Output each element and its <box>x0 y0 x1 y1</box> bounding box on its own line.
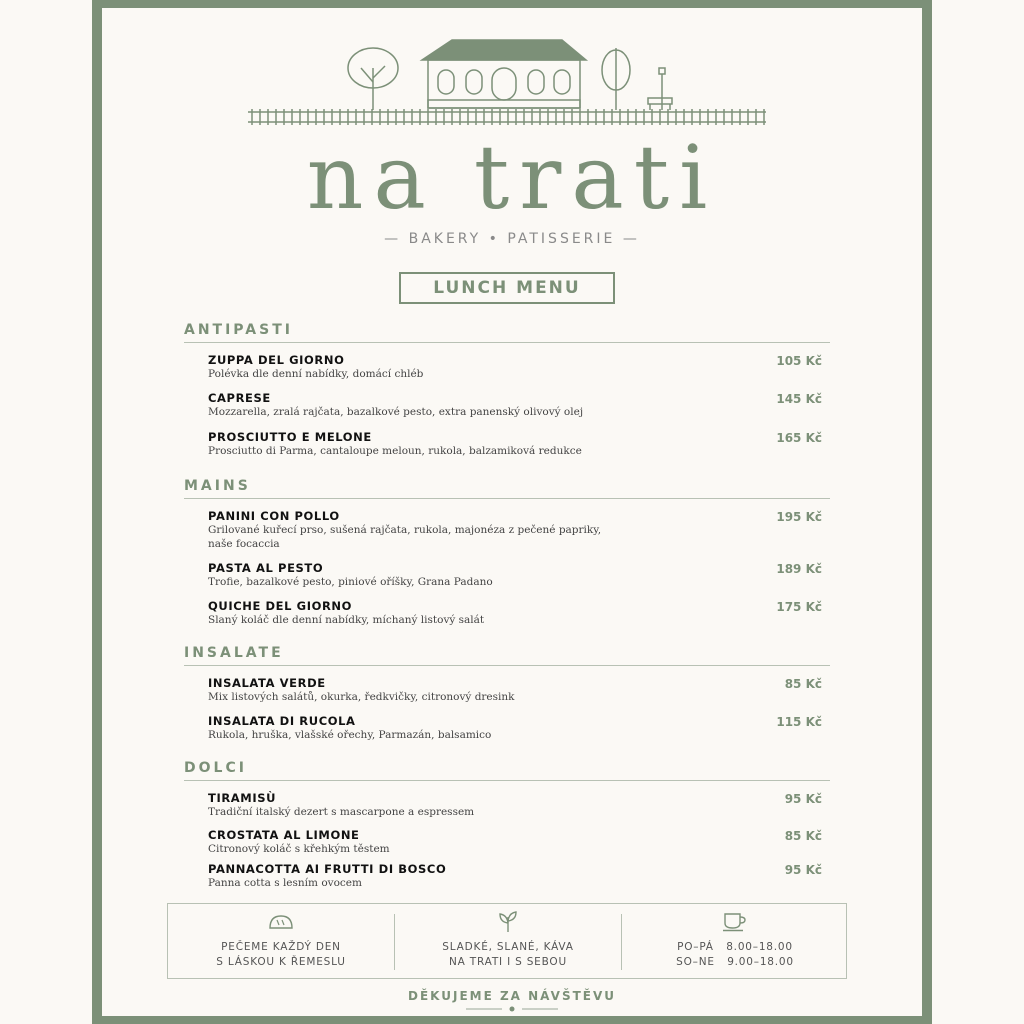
menu-item-price: 189 Kč <box>776 562 822 576</box>
menu-item-description: Prosciutto di Parma, cantaloupe meloun, rukola, balzamiková redukce <box>208 445 582 457</box>
menu-item-name: CROSTATA AL LIMONE <box>208 828 360 842</box>
station-building-illustration <box>246 38 768 130</box>
section-divider <box>184 342 830 343</box>
menu-item-price: 115 Kč <box>776 715 822 729</box>
menu-item-description: Mozzarella, zralá rajčata, bazalkové pesto, extra panenský olivový olej <box>208 406 584 418</box>
section-divider <box>184 498 830 499</box>
section-heading: INSALATE <box>184 645 284 661</box>
footer-col3-line1: PO–PÁ 8.00–18.00 <box>677 941 793 953</box>
thanks-ornament <box>466 1004 558 1014</box>
menu-item-name: TIRAMISÙ <box>208 791 277 805</box>
brand-name: na trati <box>306 126 718 229</box>
section-divider <box>184 665 830 666</box>
menu-item-description: Rukola, hruška, vlašské ořechy, Parmazán, balsamico <box>208 729 492 741</box>
menu-item-name: ZUPPA DEL GIORNO <box>208 353 345 367</box>
menu-item-description: Polévka dle denní nabídky, domácí chléb <box>208 368 424 380</box>
menu-item-description: Citronový koláč s křehkým těstem <box>208 843 390 855</box>
thank-you-text: DĚKUJEME ZA NÁVŠTĚVU <box>408 989 616 1003</box>
menu-item-price: 85 Kč <box>784 829 822 843</box>
footer-info-box <box>167 903 847 979</box>
menu-item-name: PANNACOTTA AI FRUTTI DI BOSCO <box>208 862 447 876</box>
menu-item-name: INSALATA DI RUCOLA <box>208 714 356 728</box>
menu-item-name: PROSCIUTTO E MELONE <box>208 430 372 444</box>
sprout-icon <box>497 909 519 933</box>
footer-col1-line2: S LÁSKOU K ŘEMESLU <box>216 956 346 968</box>
menu-item-price: 145 Kč <box>776 392 822 406</box>
menu-item-description: Slaný koláč dle denní nabídky, míchaný listový salát <box>208 614 485 626</box>
menu-item-price: 95 Kč <box>784 863 822 877</box>
footer-col2-line2: NA TRATI I S SEBOU <box>449 956 567 968</box>
section-heading: ANTIPASTI <box>184 322 293 338</box>
menu-item-description: Grilované kuřecí prso, sušená rajčata, rukola, majonéza z pečené papriky, naše focaccia <box>208 524 602 550</box>
footer-col1-line1: PEČEME KAŽDÝ DEN <box>221 941 341 953</box>
menu-title: LUNCH MENU <box>399 272 615 304</box>
footer-col-offer <box>395 904 621 978</box>
menu-item-description: Mix listových salátů, okurka, ředkvičky, citronový dresink <box>208 691 515 703</box>
menu-item-name: PASTA AL PESTO <box>208 561 324 575</box>
menu-item-name: CAPRESE <box>208 391 271 405</box>
menu-item-price: 85 Kč <box>784 677 822 691</box>
menu-item-price: 105 Kč <box>776 354 822 368</box>
menu-item-price: 95 Kč <box>784 792 822 806</box>
bread-icon <box>267 912 295 932</box>
brand-tagline: — BAKERY • PATISSERIE — <box>384 231 640 247</box>
menu-item-description: Tradiční italský dezert s mascarpone a espressem <box>208 806 475 818</box>
menu-item-description: Panna cotta s lesním ovocem <box>208 877 362 889</box>
menu-item-name: QUICHE DEL GIORNO <box>208 599 352 613</box>
menu-item-price: 175 Kč <box>776 600 822 614</box>
menu-item-price: 165 Kč <box>776 431 822 445</box>
footer-col2-line1: SLADKÉ, SLANÉ, KÁVA <box>442 941 574 953</box>
menu-item-description: Trofie, bazalkové pesto, piniové oříšky, Grana Padano <box>208 576 493 588</box>
menu-item-price: 195 Kč <box>776 510 822 524</box>
section-heading: DOLCI <box>184 760 247 776</box>
section-divider <box>184 780 830 781</box>
menu-item-name: INSALATA VERDE <box>208 676 326 690</box>
menu-item-name: PANINI CON POLLO <box>208 509 340 523</box>
footer-col-baking <box>168 904 394 978</box>
footer-col3-line2: SO–NE 9.00–18.00 <box>676 956 794 968</box>
coffee-cup-icon <box>722 910 748 932</box>
footer-col-hours <box>622 904 848 978</box>
section-heading: MAINS <box>184 478 251 494</box>
